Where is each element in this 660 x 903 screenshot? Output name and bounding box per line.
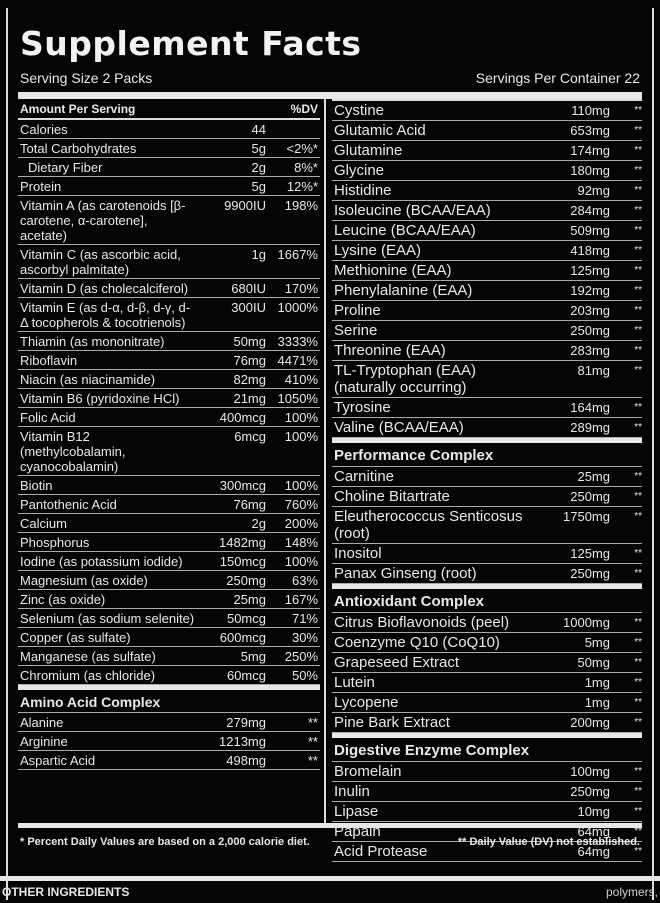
nutrient-amount: 150mcg	[219, 554, 266, 569]
nutrient-row	[18, 590, 320, 609]
nutrient-dv: **	[307, 734, 318, 749]
nutrient-name: Bromelain	[334, 763, 402, 780]
nutrient-dv: **	[634, 637, 642, 648]
nutrient-name: Pine Bark Extract	[334, 714, 450, 731]
nutrient-name: Carnitine	[334, 468, 395, 485]
nutrient-amount: 44	[251, 122, 266, 137]
nutrient-amount: 200mg	[570, 715, 610, 730]
nutrient-row	[332, 564, 642, 584]
nutrient-name: Manganese (as sulfate)	[20, 649, 156, 664]
nutrient-name: Protein	[20, 179, 62, 194]
nutrient-name: Copper (as sulfate)	[20, 630, 131, 645]
nutrient-name: Total Carbohydrates	[20, 141, 137, 156]
serving-size: Serving Size 2 Packs	[20, 70, 153, 86]
nutrient-name: Alanine	[20, 715, 64, 730]
nutrient-dv: 170%	[284, 281, 318, 296]
nutrient-dv: 167%	[284, 592, 318, 607]
nutrient-amount: 64mg	[577, 824, 610, 839]
nutrient-name: Isoleucine (BCAA/EAA)	[334, 202, 491, 219]
nutrient-amount: 300mcg	[219, 478, 266, 493]
nutrient-name: Inulin	[334, 783, 370, 800]
nutrient-name: Glycine	[334, 162, 385, 179]
nutrient-dv: **	[634, 365, 642, 376]
nutrient-dv: **	[634, 325, 642, 336]
nutrient-dv: 4471%	[277, 353, 318, 368]
nutrient-dv: **	[634, 677, 642, 688]
nutrient-row	[332, 321, 642, 341]
nutrient-amount: 92mg	[577, 183, 610, 198]
amino-list-left	[18, 713, 320, 770]
nutrient-name: Lutein	[334, 674, 375, 691]
nutrient-dv: **	[634, 617, 642, 628]
nutrient-amount: 64mg	[577, 844, 610, 859]
nutrient-name: Glutamic Acid	[334, 122, 426, 139]
nutrient-row	[332, 101, 642, 121]
nutrient-dv: <2%*	[286, 141, 318, 156]
nutrient-name: Iodine (as potassium iodide)	[20, 554, 183, 569]
nutrient-dv: 250%	[284, 649, 318, 664]
nutrient-amount: 21mg	[233, 391, 266, 406]
nutrient-dv: 148%	[284, 535, 318, 550]
nutrient-dv: 30%	[291, 630, 318, 645]
nutrient-amount: 1g	[251, 247, 266, 262]
nutrient-amount: 250mg	[570, 489, 610, 504]
nutrient-dv: **	[634, 846, 642, 857]
nutrient-amount: 400mcg	[219, 410, 266, 425]
nutrient-row	[18, 647, 320, 666]
nutrient-amount: 509mg	[570, 223, 610, 238]
nutrient-row	[332, 398, 642, 418]
nutrient-dv: 200%	[284, 516, 318, 531]
antioxidant-section-title: Antioxidant Complex	[332, 584, 642, 613]
nutrient-name: Papain	[334, 823, 381, 840]
nutrient-amount: 6mcg	[234, 429, 266, 444]
nutrient-name: Methionine (EAA)	[334, 262, 452, 279]
nutrient-dv: **	[634, 245, 642, 256]
nutrient-name: Aspartic Acid	[20, 753, 96, 768]
nutrient-amount: 250mg	[570, 784, 610, 799]
nutrient-row	[332, 633, 642, 653]
nutrient-name: Zinc (as oxide)	[20, 592, 106, 607]
nutrient-name: Leucine (BCAA/EAA)	[334, 222, 476, 239]
nutrient-amount: 1mg	[584, 675, 610, 690]
nutrient-name: Valine (BCAA/EAA)	[334, 419, 464, 436]
nutrient-row	[18, 495, 320, 514]
nutrient-row	[18, 408, 320, 427]
nutrient-row	[18, 298, 320, 332]
supplement-facts-panel	[6, 8, 654, 900]
nutrient-row	[332, 487, 642, 507]
column-header	[18, 99, 320, 120]
nutrient-dv: **	[634, 471, 642, 482]
nutrient-row	[18, 245, 320, 279]
nutrient-dv: **	[634, 305, 642, 316]
nutrient-dv: **	[634, 657, 642, 668]
nutrient-dv: 100%	[284, 410, 318, 425]
nutrient-amount: 76mg	[233, 353, 266, 368]
divider-thick	[18, 92, 642, 99]
nutrient-dv: 1667%	[277, 247, 318, 262]
nutrient-dv: 410%	[284, 372, 318, 387]
amino-section-title: Amino Acid Complex	[18, 685, 320, 713]
nutrient-amount: 680IU	[231, 281, 266, 296]
nutrient-row	[18, 552, 320, 571]
nutrient-row	[18, 713, 320, 732]
nutrient-row	[18, 177, 320, 196]
nutrient-amount: 125mg	[570, 546, 610, 561]
nutrient-row	[332, 507, 642, 544]
nutrient-name: Pantothenic Acid	[20, 497, 117, 512]
nutrient-row	[332, 653, 642, 673]
nutrient-dv: 100%	[284, 554, 318, 569]
nutrient-amount: 76mg	[233, 497, 266, 512]
nutrient-name: Cystine	[334, 102, 385, 119]
nutrient-row	[332, 418, 642, 438]
nutrient-amount: 600mcg	[219, 630, 266, 645]
nutrient-amount: 100mg	[570, 764, 610, 779]
nutrient-amount: 81mg	[577, 363, 610, 378]
nutrient-dv: **	[634, 205, 642, 216]
performance-list	[332, 467, 642, 584]
nutrient-name: Vitamin D (as cholecalciferol)	[20, 281, 189, 296]
panel-title: Supplement Facts	[20, 24, 362, 63]
nutrient-row	[18, 351, 320, 370]
nutrient-dv: **	[634, 125, 642, 136]
nutrient-dv: 12%*	[286, 179, 318, 194]
serving-info	[18, 70, 642, 92]
nutrient-dv: **	[634, 225, 642, 236]
nutrient-dv: **	[634, 285, 642, 296]
nutrient-amount: 5g	[251, 141, 266, 156]
nutrient-row	[332, 467, 642, 487]
nutrient-dv: **	[634, 145, 642, 156]
nutrient-amount: 1000mg	[563, 615, 610, 630]
nutrient-name: Lycopene	[334, 694, 399, 711]
nutrient-name: Threonine (EAA)	[334, 342, 446, 359]
nutrient-dv: **	[634, 491, 642, 502]
nutrient-row	[332, 693, 642, 713]
nutrient-row	[332, 221, 642, 241]
nutrient-name: Biotin	[20, 478, 53, 493]
nutrient-name: Folic Acid	[20, 410, 76, 425]
nutrient-name: Phenylalanine (EAA)	[334, 282, 473, 299]
nutrient-dv: **	[634, 786, 642, 797]
nutrient-name: Lysine (EAA)	[334, 242, 421, 259]
nutrient-amount: 418mg	[570, 243, 610, 258]
nutrient-dv: 71%	[291, 611, 318, 626]
nutrient-amount: 192mg	[570, 283, 610, 298]
nutrient-name: Niacin (as niacinamide)	[20, 372, 156, 387]
other-ingredients-heading: OTHER INGREDIENTS	[2, 885, 130, 899]
nutrient-amount: 250mg	[570, 323, 610, 338]
nutrient-name: Proline	[334, 302, 381, 319]
left-column	[18, 99, 326, 823]
nutrient-row	[18, 514, 320, 533]
nutrient-list	[18, 120, 320, 685]
nutrient-name: Calories	[20, 122, 68, 137]
nutrient-row	[332, 341, 642, 361]
nutrient-name: Tyrosine	[334, 399, 391, 416]
nutrient-dv: **	[634, 806, 642, 817]
nutrient-amount: 125mg	[570, 263, 610, 278]
amount-per-serving-header: Amount Per Serving	[20, 102, 136, 116]
nutrient-name: Thiamin (as mononitrate)	[20, 334, 165, 349]
nutrient-row	[332, 762, 642, 782]
nutrient-dv: **	[634, 826, 642, 837]
nutrient-amount: 174mg	[570, 143, 610, 158]
nutrient-amount: 1482mg	[219, 535, 266, 550]
footnote-dv-basis: * Percent Daily Values are based on a 2,000 calorie diet.	[20, 836, 310, 848]
nutrient-amount: 164mg	[570, 400, 610, 415]
nutrient-dv: 50%	[291, 668, 318, 683]
nutrient-dv: 1000%	[277, 300, 318, 315]
nutrient-amount: 180mg	[570, 163, 610, 178]
nutrient-dv: 100%	[284, 478, 318, 493]
nutrient-dv: **	[307, 715, 318, 730]
nutrient-row	[332, 802, 642, 822]
nutrient-name: Selenium (as sodium selenite)	[20, 611, 195, 626]
nutrient-name: Citrus Bioflavonoids (peel)	[334, 614, 510, 631]
nutrient-row	[18, 571, 320, 590]
nutrient-amount: 2g	[251, 160, 266, 175]
nutrient-dv: **	[634, 697, 642, 708]
nutrient-dv: 8%*	[294, 160, 318, 175]
nutrient-name: Vitamin B12 (methylcobalamin, cyanocobalamin)	[20, 429, 126, 474]
nutrient-dv: 1050%	[277, 391, 318, 406]
nutrient-amount: 284mg	[570, 203, 610, 218]
nutrient-name: Magnesium (as oxide)	[20, 573, 148, 588]
nutrient-row	[332, 301, 642, 321]
nutrient-dv: **	[634, 568, 642, 579]
nutrient-dv: 760%	[284, 497, 318, 512]
nutrient-amount: 1213mg	[219, 734, 266, 749]
nutrient-row	[332, 241, 642, 261]
nutrient-row	[332, 261, 642, 281]
nutrient-dv: 63%	[291, 573, 318, 588]
nutrient-name: Choline Bitartrate	[334, 488, 450, 505]
digestive-section-title: Digestive Enzyme Complex	[332, 733, 642, 762]
nutrient-name: Acid Protease	[334, 843, 428, 860]
nutrient-dv: 100%	[284, 429, 318, 444]
nutrient-amount: 250mg	[226, 573, 266, 588]
nutrient-row	[18, 389, 320, 408]
nutrient-name: Histidine	[334, 182, 392, 199]
nutrient-amount: 2g	[251, 516, 266, 531]
dv-header: %DV	[290, 102, 318, 116]
nutrient-name: Riboflavin	[20, 353, 78, 368]
nutrient-row	[332, 544, 642, 564]
nutrient-amount: 25mg	[577, 469, 610, 484]
nutrient-row	[332, 201, 642, 221]
nutrient-name: Vitamin A (as carotenoids [β-carotene, α-carotene], acetate)	[20, 198, 186, 243]
nutrient-amount: 250mg	[570, 566, 610, 581]
nutrient-row	[332, 361, 642, 398]
nutrient-row	[332, 673, 642, 693]
performance-section-title: Performance Complex	[332, 438, 642, 467]
nutrient-amount: 82mg	[233, 372, 266, 387]
nutrient-amount: 10mg	[577, 804, 610, 819]
nutrient-row	[18, 139, 320, 158]
nutrient-dv: **	[634, 185, 642, 196]
nutrient-name: Chromium (as chloride)	[20, 668, 156, 683]
nutrient-name: Inositol	[334, 545, 382, 562]
nutrient-row	[18, 666, 320, 685]
nutrient-amount: 50mcg	[226, 611, 266, 626]
nutrient-row	[332, 713, 642, 733]
nutrient-dv: **	[634, 717, 642, 728]
nutrient-row	[18, 332, 320, 351]
nutrient-name: Panax Ginseng (root)	[334, 565, 477, 582]
nutrient-row	[332, 181, 642, 201]
nutrient-amount: 5mg	[584, 635, 610, 650]
servings-per-container: Servings Per Container 22	[475, 70, 640, 86]
nutrient-dv: **	[634, 422, 642, 433]
nutrient-row	[332, 121, 642, 141]
nutrient-dv: 3333%	[277, 334, 318, 349]
nutrient-amount: 5g	[251, 179, 266, 194]
nutrient-name: Vitamin E (as d-α, d-β, d-γ, d-Δ tocopherols & tocotrienols)	[20, 300, 191, 330]
other-ingredients-tail: polymers,	[605, 885, 658, 899]
nutrient-dv: **	[634, 548, 642, 559]
nutrient-name: Coenzyme Q10 (CoQ10)	[334, 634, 500, 651]
nutrient-amount: 110mg	[571, 103, 610, 118]
nutrient-amount: 9900IU	[224, 198, 266, 213]
nutrient-amount: 498mg	[226, 753, 266, 768]
nutrient-dv: **	[634, 402, 642, 413]
nutrient-dv: 198%	[284, 198, 318, 213]
nutrient-amount: 1750mg	[563, 509, 610, 524]
nutrient-amount: 25mg	[233, 592, 266, 607]
nutrient-amount: 60mcg	[226, 668, 266, 683]
nutrient-amount: 50mg	[577, 655, 610, 670]
nutrient-name: Glutamine	[334, 142, 403, 159]
nutrient-row	[18, 751, 320, 770]
nutrient-dv: **	[634, 511, 642, 522]
nutrient-row	[332, 281, 642, 301]
amino-list-right	[332, 99, 642, 438]
nutrient-name: Calcium	[20, 516, 67, 531]
nutrient-amount: 1mg	[584, 695, 610, 710]
nutrient-dv: **	[307, 753, 318, 768]
nutrient-row	[18, 158, 320, 177]
nutrient-amount: 50mg	[233, 334, 266, 349]
nutrient-amount: 300IU	[231, 300, 266, 315]
other-ingredients	[0, 876, 660, 903]
nutrient-amount: 279mg	[226, 715, 266, 730]
nutrient-row	[18, 628, 320, 647]
nutrient-row	[18, 196, 320, 245]
nutrient-dv: **	[634, 766, 642, 777]
nutrient-row	[332, 613, 642, 633]
nutrient-row	[332, 161, 642, 181]
nutrient-row	[18, 279, 320, 298]
nutrient-name: Eleutherococcus Senticosus (root)	[334, 508, 523, 542]
nutrient-amount: 203mg	[570, 303, 610, 318]
nutrient-name: Lipase	[334, 803, 379, 820]
nutrient-dv: **	[634, 165, 642, 176]
nutrient-name: TL-Tryptophan (EAA) (naturally occurring)	[334, 362, 476, 396]
nutrient-row	[332, 141, 642, 161]
footnote-dv-not-established: ** Daily Value (DV) not established.	[457, 836, 640, 848]
nutrient-row	[18, 609, 320, 628]
nutrient-name: Vitamin C (as ascorbic acid, ascorbyl palmitate)	[20, 247, 181, 277]
nutrient-row	[332, 782, 642, 802]
nutrient-amount: 5mg	[240, 649, 266, 664]
antioxidant-list	[332, 613, 642, 733]
nutrient-name: Grapeseed Extract	[334, 654, 460, 671]
nutrient-name: Arginine	[20, 734, 68, 749]
nutrient-dv: **	[634, 265, 642, 276]
nutrient-row	[18, 476, 320, 495]
nutrient-amount: 283mg	[570, 343, 610, 358]
nutrient-row	[18, 533, 320, 552]
nutrient-row	[18, 370, 320, 389]
nutrient-name: Vitamin B6 (pyridoxine HCl)	[20, 391, 180, 406]
nutrient-row	[18, 427, 320, 476]
nutrient-dv: **	[634, 345, 642, 356]
nutrient-amount: 289mg	[570, 420, 610, 435]
nutrient-row	[18, 120, 320, 139]
nutrient-dv: **	[634, 105, 642, 116]
nutrient-amount: 653mg	[570, 123, 610, 138]
nutrient-row	[18, 732, 320, 751]
nutrient-name: Phosphorus	[20, 535, 90, 550]
nutrient-name: Serine	[334, 322, 378, 339]
nutrient-name: Dietary Fiber	[28, 160, 103, 175]
